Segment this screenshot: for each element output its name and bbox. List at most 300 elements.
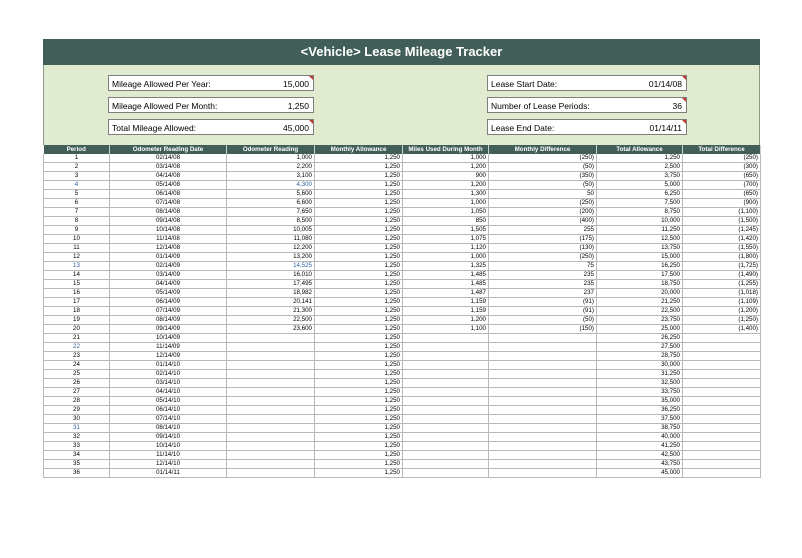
cell-miles-used[interactable]: 1,075 (403, 235, 489, 244)
cell-monthly-allowance[interactable]: 1,250 (315, 325, 403, 334)
cell-total-allowance[interactable]: 27,500 (597, 343, 683, 352)
cell-total-difference[interactable] (683, 352, 761, 361)
cell-odometer-reading[interactable] (227, 397, 315, 406)
cell-monthly-allowance[interactable]: 1,250 (315, 235, 403, 244)
cell-period[interactable]: 20 (44, 325, 110, 334)
cell-total-allowance[interactable]: 32,500 (597, 379, 683, 388)
cell-period[interactable]: 18 (44, 307, 110, 316)
cell-monthly-allowance[interactable]: 1,250 (315, 154, 403, 163)
column-header-total-allowance[interactable]: Total Allowance (597, 145, 683, 154)
cell-total-difference[interactable]: (1,420) (683, 235, 761, 244)
cell-miles-used[interactable] (403, 415, 489, 424)
column-header-total-difference[interactable]: Total Difference (683, 145, 761, 154)
cell-monthly-difference[interactable]: (50) (489, 316, 597, 325)
cell-period[interactable]: 10 (44, 235, 110, 244)
cell-monthly-difference[interactable] (489, 415, 597, 424)
cell-monthly-difference[interactable] (489, 460, 597, 469)
cell-period[interactable]: 21 (44, 334, 110, 343)
cell-period[interactable]: 11 (44, 244, 110, 253)
cell-odometer-date[interactable]: 09/14/08 (110, 217, 227, 226)
cell-monthly-allowance[interactable]: 1,250 (315, 181, 403, 190)
cell-odometer-reading[interactable]: 3,100 (227, 172, 315, 181)
cell-monthly-allowance[interactable]: 1,250 (315, 289, 403, 298)
cell-monthly-allowance[interactable]: 1,250 (315, 262, 403, 271)
cell-period[interactable]: 36 (44, 469, 110, 478)
column-header-monthly-allowance[interactable]: Monthly Allowance (315, 145, 403, 154)
cell-odometer-reading[interactable] (227, 460, 315, 469)
cell-total-difference[interactable]: (1,245) (683, 226, 761, 235)
cell-monthly-difference[interactable]: (175) (489, 235, 597, 244)
cell-monthly-allowance[interactable]: 1,250 (315, 163, 403, 172)
cell-total-allowance[interactable]: 10,000 (597, 217, 683, 226)
cell-monthly-difference[interactable] (489, 379, 597, 388)
cell-miles-used[interactable] (403, 361, 489, 370)
cell-miles-used[interactable] (403, 343, 489, 352)
cell-monthly-allowance[interactable]: 1,250 (315, 433, 403, 442)
cell-total-difference[interactable] (683, 433, 761, 442)
cell-total-difference[interactable]: (650) (683, 172, 761, 181)
cell-odometer-date[interactable]: 01/14/10 (110, 361, 227, 370)
cell-miles-used[interactable]: 1,300 (403, 190, 489, 199)
cell-odometer-reading[interactable]: 11,080 (227, 235, 315, 244)
cell-monthly-difference[interactable]: (50) (489, 181, 597, 190)
cell-total-allowance[interactable]: 35,000 (597, 397, 683, 406)
cell-monthly-difference[interactable]: (250) (489, 253, 597, 262)
cell-total-difference[interactable]: (1,100) (683, 208, 761, 217)
cell-monthly-difference[interactable] (489, 442, 597, 451)
cell-miles-used[interactable] (403, 433, 489, 442)
cell-miles-used[interactable] (403, 334, 489, 343)
cell-period[interactable]: 8 (44, 217, 110, 226)
cell-miles-used[interactable]: 1,200 (403, 163, 489, 172)
cell-period[interactable]: 17 (44, 298, 110, 307)
cell-monthly-allowance[interactable]: 1,250 (315, 217, 403, 226)
cell-monthly-allowance[interactable]: 1,250 (315, 199, 403, 208)
cell-miles-used[interactable] (403, 442, 489, 451)
column-header-odometer-date[interactable]: Odometer Reading Date (110, 145, 227, 154)
cell-total-allowance[interactable]: 5,000 (597, 181, 683, 190)
cell-total-allowance[interactable]: 20,000 (597, 289, 683, 298)
cell-odometer-date[interactable]: 04/14/10 (110, 388, 227, 397)
cell-odometer-reading[interactable] (227, 388, 315, 397)
cell-monthly-difference[interactable] (489, 424, 597, 433)
cell-total-allowance[interactable]: 22,500 (597, 307, 683, 316)
cell-odometer-reading[interactable] (227, 379, 315, 388)
cell-monthly-difference[interactable]: (250) (489, 199, 597, 208)
cell-total-allowance[interactable]: 13,750 (597, 244, 683, 253)
cell-odometer-reading[interactable]: 16,010 (227, 271, 315, 280)
cell-total-allowance[interactable]: 42,500 (597, 451, 683, 460)
cell-odometer-date[interactable]: 11/14/08 (110, 235, 227, 244)
lease-end-field[interactable] (487, 119, 687, 135)
cell-total-difference[interactable] (683, 343, 761, 352)
cell-period[interactable]: 3 (44, 172, 110, 181)
cell-odometer-reading[interactable] (227, 424, 315, 433)
cell-monthly-difference[interactable] (489, 388, 597, 397)
cell-odometer-reading[interactable]: 2,200 (227, 163, 315, 172)
cell-monthly-difference[interactable]: (350) (489, 172, 597, 181)
cell-total-allowance[interactable]: 33,750 (597, 388, 683, 397)
cell-total-difference[interactable] (683, 397, 761, 406)
cell-period[interactable]: 12 (44, 253, 110, 262)
cell-total-difference[interactable]: (1,255) (683, 280, 761, 289)
column-header-monthly-difference[interactable]: Monthly Difference (489, 145, 597, 154)
cell-odometer-reading[interactable]: 13,200 (227, 253, 315, 262)
cell-miles-used[interactable] (403, 460, 489, 469)
cell-odometer-reading[interactable]: 6,600 (227, 199, 315, 208)
cell-monthly-allowance[interactable]: 1,250 (315, 361, 403, 370)
cell-total-difference[interactable]: (900) (683, 199, 761, 208)
cell-odometer-reading[interactable]: 1,000 (227, 154, 315, 163)
cell-period[interactable]: 34 (44, 451, 110, 460)
cell-monthly-difference[interactable]: 237 (489, 289, 597, 298)
cell-monthly-allowance[interactable]: 1,250 (315, 343, 403, 352)
mileage-per-year-field[interactable] (108, 75, 314, 91)
cell-odometer-date[interactable]: 01/14/09 (110, 253, 227, 262)
cell-monthly-difference[interactable]: 75 (489, 262, 597, 271)
cell-total-allowance[interactable]: 30,000 (597, 361, 683, 370)
cell-miles-used[interactable]: 1,200 (403, 316, 489, 325)
cell-total-difference[interactable]: (1,109) (683, 298, 761, 307)
cell-total-allowance[interactable]: 45,000 (597, 469, 683, 478)
cell-odometer-date[interactable]: 01/14/11 (110, 469, 227, 478)
cell-miles-used[interactable]: 1,485 (403, 271, 489, 280)
cell-monthly-difference[interactable] (489, 433, 597, 442)
cell-total-difference[interactable] (683, 406, 761, 415)
cell-total-difference[interactable]: (1,400) (683, 325, 761, 334)
cell-odometer-date[interactable]: 04/14/08 (110, 172, 227, 181)
cell-odometer-reading[interactable] (227, 442, 315, 451)
cell-miles-used[interactable] (403, 352, 489, 361)
cell-total-allowance[interactable]: 38,750 (597, 424, 683, 433)
cell-period[interactable]: 19 (44, 316, 110, 325)
cell-total-allowance[interactable]: 18,750 (597, 280, 683, 289)
cell-total-difference[interactable]: (1,018) (683, 289, 761, 298)
cell-total-difference[interactable]: (1,800) (683, 253, 761, 262)
cell-period[interactable]: 15 (44, 280, 110, 289)
cell-period[interactable]: 5 (44, 190, 110, 199)
cell-monthly-allowance[interactable]: 1,250 (315, 469, 403, 478)
cell-monthly-allowance[interactable]: 1,250 (315, 460, 403, 469)
cell-period[interactable]: 14 (44, 271, 110, 280)
cell-odometer-reading[interactable]: 14,525 (227, 262, 315, 271)
cell-odometer-reading[interactable] (227, 451, 315, 460)
cell-total-allowance[interactable]: 37,500 (597, 415, 683, 424)
cell-monthly-difference[interactable]: (91) (489, 307, 597, 316)
cell-monthly-allowance[interactable]: 1,250 (315, 415, 403, 424)
cell-odometer-reading[interactable]: 21,300 (227, 307, 315, 316)
cell-total-difference[interactable]: (1,500) (683, 217, 761, 226)
cell-total-allowance[interactable]: 36,250 (597, 406, 683, 415)
cell-total-difference[interactable]: (1,550) (683, 244, 761, 253)
cell-monthly-allowance[interactable]: 1,250 (315, 424, 403, 433)
cell-total-difference[interactable]: (250) (683, 154, 761, 163)
cell-odometer-date[interactable]: 09/14/10 (110, 433, 227, 442)
cell-odometer-reading[interactable]: 10,005 (227, 226, 315, 235)
cell-monthly-difference[interactable]: 235 (489, 271, 597, 280)
cell-total-difference[interactable]: (650) (683, 190, 761, 199)
cell-monthly-difference[interactable] (489, 352, 597, 361)
cell-odometer-reading[interactable]: 22,500 (227, 316, 315, 325)
cell-miles-used[interactable]: 1,159 (403, 307, 489, 316)
lease-start-field[interactable] (487, 75, 687, 91)
cell-total-difference[interactable] (683, 415, 761, 424)
cell-total-difference[interactable] (683, 370, 761, 379)
cell-odometer-date[interactable]: 02/14/08 (110, 154, 227, 163)
cell-total-allowance[interactable]: 11,250 (597, 226, 683, 235)
cell-period[interactable]: 29 (44, 406, 110, 415)
column-header-period[interactable]: Period (44, 145, 110, 154)
cell-odometer-date[interactable]: 02/14/10 (110, 370, 227, 379)
cell-miles-used[interactable]: 1,100 (403, 325, 489, 334)
cell-odometer-date[interactable]: 11/14/10 (110, 451, 227, 460)
cell-monthly-allowance[interactable]: 1,250 (315, 451, 403, 460)
cell-period[interactable]: 31 (44, 424, 110, 433)
cell-odometer-date[interactable]: 05/14/09 (110, 289, 227, 298)
cell-odometer-date[interactable]: 10/14/09 (110, 334, 227, 343)
cell-total-difference[interactable]: (1,725) (683, 262, 761, 271)
cell-miles-used[interactable] (403, 406, 489, 415)
cell-miles-used[interactable]: 1,000 (403, 199, 489, 208)
cell-miles-used[interactable] (403, 388, 489, 397)
cell-period[interactable]: 13 (44, 262, 110, 271)
cell-miles-used[interactable]: 1,325 (403, 262, 489, 271)
cell-monthly-difference[interactable] (489, 361, 597, 370)
cell-total-difference[interactable] (683, 451, 761, 460)
cell-miles-used[interactable] (403, 424, 489, 433)
cell-monthly-difference[interactable] (489, 343, 597, 352)
cell-total-allowance[interactable]: 2,500 (597, 163, 683, 172)
cell-monthly-allowance[interactable]: 1,250 (315, 307, 403, 316)
cell-total-difference[interactable] (683, 379, 761, 388)
cell-odometer-date[interactable]: 03/14/10 (110, 379, 227, 388)
cell-monthly-difference[interactable]: (150) (489, 325, 597, 334)
cell-odometer-date[interactable]: 08/14/10 (110, 424, 227, 433)
cell-total-allowance[interactable]: 28,750 (597, 352, 683, 361)
cell-total-difference[interactable] (683, 460, 761, 469)
cell-total-allowance[interactable]: 23,750 (597, 316, 683, 325)
cell-monthly-difference[interactable]: (50) (489, 163, 597, 172)
cell-total-difference[interactable] (683, 442, 761, 451)
cell-period[interactable]: 35 (44, 460, 110, 469)
cell-miles-used[interactable]: 1,505 (403, 226, 489, 235)
cell-total-allowance[interactable]: 41,250 (597, 442, 683, 451)
cell-odometer-date[interactable]: 05/14/08 (110, 181, 227, 190)
cell-monthly-allowance[interactable]: 1,250 (315, 442, 403, 451)
cell-monthly-difference[interactable] (489, 406, 597, 415)
cell-miles-used[interactable]: 850 (403, 217, 489, 226)
cell-total-difference[interactable]: (300) (683, 163, 761, 172)
cell-total-allowance[interactable]: 7,500 (597, 199, 683, 208)
cell-miles-used[interactable]: 1,120 (403, 244, 489, 253)
cell-total-difference[interactable]: (1,490) (683, 271, 761, 280)
cell-odometer-reading[interactable] (227, 352, 315, 361)
cell-monthly-difference[interactable]: 235 (489, 280, 597, 289)
cell-total-allowance[interactable]: 43,750 (597, 460, 683, 469)
cell-odometer-date[interactable]: 06/14/09 (110, 298, 227, 307)
cell-odometer-date[interactable]: 12/14/10 (110, 460, 227, 469)
cell-miles-used[interactable]: 1,000 (403, 253, 489, 262)
cell-monthly-allowance[interactable]: 1,250 (315, 370, 403, 379)
cell-total-allowance[interactable]: 17,500 (597, 271, 683, 280)
cell-odometer-reading[interactable]: 4,300 (227, 181, 315, 190)
cell-odometer-date[interactable]: 05/14/10 (110, 397, 227, 406)
cell-monthly-allowance[interactable]: 1,250 (315, 388, 403, 397)
cell-monthly-difference[interactable] (489, 334, 597, 343)
cell-odometer-reading[interactable] (227, 370, 315, 379)
cell-miles-used[interactable] (403, 370, 489, 379)
cell-total-allowance[interactable]: 40,000 (597, 433, 683, 442)
cell-miles-used[interactable] (403, 451, 489, 460)
cell-odometer-date[interactable]: 03/14/08 (110, 163, 227, 172)
cell-monthly-allowance[interactable]: 1,250 (315, 208, 403, 217)
cell-period[interactable]: 23 (44, 352, 110, 361)
cell-odometer-date[interactable]: 08/14/09 (110, 316, 227, 325)
cell-monthly-allowance[interactable]: 1,250 (315, 406, 403, 415)
cell-total-allowance[interactable]: 8,750 (597, 208, 683, 217)
cell-total-difference[interactable] (683, 424, 761, 433)
cell-total-difference[interactable] (683, 469, 761, 478)
cell-monthly-allowance[interactable]: 1,250 (315, 190, 403, 199)
cell-odometer-date[interactable]: 04/14/09 (110, 280, 227, 289)
cell-odometer-reading[interactable] (227, 406, 315, 415)
cell-monthly-allowance[interactable]: 1,250 (315, 352, 403, 361)
cell-odometer-date[interactable]: 11/14/09 (110, 343, 227, 352)
cell-monthly-allowance[interactable]: 1,250 (315, 334, 403, 343)
cell-odometer-date[interactable]: 12/14/09 (110, 352, 227, 361)
cell-monthly-difference[interactable]: (250) (489, 154, 597, 163)
cell-odometer-date[interactable]: 06/14/10 (110, 406, 227, 415)
cell-miles-used[interactable]: 900 (403, 172, 489, 181)
cell-odometer-reading[interactable] (227, 334, 315, 343)
cell-period[interactable]: 32 (44, 433, 110, 442)
cell-monthly-difference[interactable]: (130) (489, 244, 597, 253)
cell-odometer-reading[interactable]: 20,141 (227, 298, 315, 307)
cell-period[interactable]: 4 (44, 181, 110, 190)
cell-miles-used[interactable] (403, 469, 489, 478)
cell-odometer-reading[interactable] (227, 343, 315, 352)
cell-monthly-allowance[interactable]: 1,250 (315, 280, 403, 289)
cell-monthly-allowance[interactable]: 1,250 (315, 253, 403, 262)
cell-monthly-allowance[interactable]: 1,250 (315, 226, 403, 235)
cell-odometer-reading[interactable]: 7,650 (227, 208, 315, 217)
cell-period[interactable]: 16 (44, 289, 110, 298)
cell-odometer-date[interactable]: 10/14/10 (110, 442, 227, 451)
cell-odometer-reading[interactable] (227, 469, 315, 478)
cell-odometer-reading[interactable]: 12,200 (227, 244, 315, 253)
cell-miles-used[interactable]: 1,050 (403, 208, 489, 217)
cell-total-allowance[interactable]: 16,250 (597, 262, 683, 271)
cell-total-difference[interactable] (683, 361, 761, 370)
mileage-per-month-field[interactable] (108, 97, 314, 113)
cell-miles-used[interactable]: 1,487 (403, 289, 489, 298)
cell-odometer-reading[interactable]: 23,600 (227, 325, 315, 334)
cell-total-allowance[interactable]: 3,750 (597, 172, 683, 181)
cell-odometer-date[interactable]: 07/14/08 (110, 199, 227, 208)
cell-period[interactable]: 28 (44, 397, 110, 406)
cell-odometer-date[interactable]: 03/14/09 (110, 271, 227, 280)
cell-odometer-reading[interactable]: 5,600 (227, 190, 315, 199)
cell-total-difference[interactable]: (700) (683, 181, 761, 190)
cell-miles-used[interactable] (403, 397, 489, 406)
cell-monthly-difference[interactable]: (200) (489, 208, 597, 217)
cell-period[interactable]: 2 (44, 163, 110, 172)
cell-miles-used[interactable] (403, 379, 489, 388)
cell-total-difference[interactable]: (1,250) (683, 316, 761, 325)
cell-monthly-allowance[interactable]: 1,250 (315, 298, 403, 307)
cell-odometer-date[interactable]: 09/14/09 (110, 325, 227, 334)
cell-miles-used[interactable]: 1,000 (403, 154, 489, 163)
cell-total-difference[interactable] (683, 388, 761, 397)
cell-total-allowance[interactable]: 6,250 (597, 190, 683, 199)
cell-total-difference[interactable] (683, 334, 761, 343)
cell-monthly-allowance[interactable]: 1,250 (315, 379, 403, 388)
cell-monthly-difference[interactable]: (91) (489, 298, 597, 307)
cell-monthly-difference[interactable]: (400) (489, 217, 597, 226)
cell-miles-used[interactable]: 1,485 (403, 280, 489, 289)
cell-period[interactable]: 25 (44, 370, 110, 379)
cell-odometer-date[interactable]: 08/14/08 (110, 208, 227, 217)
cell-monthly-allowance[interactable]: 1,250 (315, 397, 403, 406)
cell-period[interactable]: 7 (44, 208, 110, 217)
total-mileage-field[interactable] (108, 119, 314, 135)
cell-period[interactable]: 1 (44, 154, 110, 163)
cell-odometer-reading[interactable] (227, 415, 315, 424)
cell-odometer-date[interactable]: 12/14/08 (110, 244, 227, 253)
cell-period[interactable]: 24 (44, 361, 110, 370)
cell-monthly-difference[interactable] (489, 451, 597, 460)
cell-monthly-allowance[interactable]: 1,250 (315, 244, 403, 253)
cell-period[interactable]: 30 (44, 415, 110, 424)
cell-odometer-date[interactable]: 10/14/08 (110, 226, 227, 235)
cell-monthly-difference[interactable] (489, 370, 597, 379)
cell-monthly-allowance[interactable]: 1,250 (315, 172, 403, 181)
cell-total-allowance[interactable]: 21,250 (597, 298, 683, 307)
cell-period[interactable]: 22 (44, 343, 110, 352)
cell-period[interactable]: 26 (44, 379, 110, 388)
cell-miles-used[interactable]: 1,200 (403, 181, 489, 190)
cell-miles-used[interactable]: 1,159 (403, 298, 489, 307)
cell-total-allowance[interactable]: 12,500 (597, 235, 683, 244)
cell-odometer-reading[interactable]: 18,982 (227, 289, 315, 298)
cell-total-allowance[interactable]: 25,000 (597, 325, 683, 334)
cell-period[interactable]: 6 (44, 199, 110, 208)
cell-period[interactable]: 9 (44, 226, 110, 235)
cell-total-allowance[interactable]: 15,000 (597, 253, 683, 262)
cell-odometer-date[interactable]: 06/14/08 (110, 190, 227, 199)
cell-total-allowance[interactable]: 31,250 (597, 370, 683, 379)
cell-monthly-allowance[interactable]: 1,250 (315, 271, 403, 280)
cell-odometer-reading[interactable] (227, 433, 315, 442)
cell-monthly-difference[interactable]: 50 (489, 190, 597, 199)
column-header-miles-used[interactable]: Miles Used During Month (403, 145, 489, 154)
cell-monthly-difference[interactable] (489, 469, 597, 478)
cell-odometer-date[interactable]: 02/14/09 (110, 262, 227, 271)
cell-monthly-allowance[interactable]: 1,250 (315, 316, 403, 325)
cell-odometer-date[interactable]: 07/14/10 (110, 415, 227, 424)
cell-monthly-difference[interactable]: 255 (489, 226, 597, 235)
cell-odometer-reading[interactable]: 8,500 (227, 217, 315, 226)
cell-period[interactable]: 33 (44, 442, 110, 451)
cell-total-allowance[interactable]: 26,250 (597, 334, 683, 343)
cell-odometer-reading[interactable] (227, 361, 315, 370)
cell-odometer-date[interactable]: 07/14/09 (110, 307, 227, 316)
cell-total-difference[interactable]: (1,200) (683, 307, 761, 316)
cell-total-allowance[interactable]: 1,250 (597, 154, 683, 163)
cell-period[interactable]: 27 (44, 388, 110, 397)
lease-periods-field[interactable] (487, 97, 687, 113)
cell-odometer-reading[interactable]: 17,495 (227, 280, 315, 289)
